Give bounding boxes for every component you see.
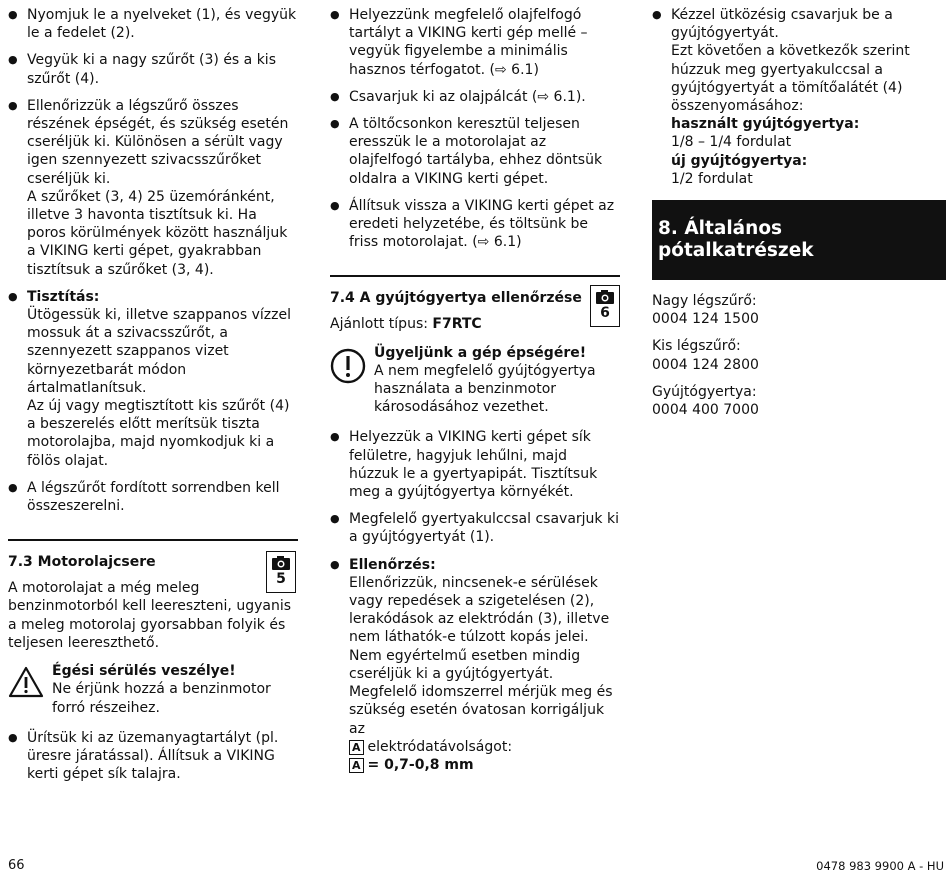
warning-text: Ne érjünk hozzá a benzinmotor forró részeihez. <box>52 681 271 716</box>
bullet-item: ● Állítsuk vissza a VIKING kerti gépet az eredeti helyzetébe, és töltsünk be friss motorolajat. (⇨ 6.1) <box>330 197 620 252</box>
callout-a-icon: A <box>349 740 364 755</box>
section-7-3 <box>8 553 298 652</box>
bullet-item: ● Helyezzük a VIKING kerti gépet sík felületre, hagyjuk lehűlni, majd húzzuk le a gyertyapipát. Tisztítsuk meg a gyújtógyertya környékét. <box>330 428 620 501</box>
section-divider <box>8 539 298 541</box>
section-title: 7.4 A gyújtógyertya ellenőrzése <box>330 290 582 307</box>
notice-title: Ügyeljünk a gép épségére! <box>374 344 587 361</box>
notice-block <box>330 344 620 417</box>
warning-block <box>8 662 298 717</box>
photo-number: 6 <box>600 305 610 322</box>
part-item: Kis légszűrő: 0004 124 2800 <box>652 338 759 373</box>
new-plug-value: 1/2 fordulat <box>671 170 753 187</box>
bullet-item: ● Ellenőrizzük a légszűrő összes részének épségét, és szükség esetén cseréljük ki. Különösen a sérült vagy igen szennyezett szivacsszűrőket cseréljük ki. A szűrőket (3, 4) 25 üzemóránként, illetve 3 havonta tisztítsuk ki. Ha poros körülmények között használjuk a VIKING kerti gépet, gyakrabban tisztítsuk a szűrőket (3, 4). <box>8 97 298 279</box>
column-3 <box>652 6 944 428</box>
part-item: Nagy légszűrő: 0004 124 1500 <box>652 293 759 328</box>
notice-text: A nem megfelelő gyújtógyertya használata a benzinmotor károsodásához vezethet. <box>374 362 596 416</box>
section-7-4 <box>330 289 620 333</box>
bullet-item: ● Vegyük ki a nagy szűrőt (3) és a kis szűrőt (4). <box>8 51 298 87</box>
section-divider <box>330 275 620 277</box>
bullet-item: ● Megfelelő gyertyakulccsal csavarjuk ki a gyújtógyertyát (1). <box>330 510 620 546</box>
column-2 <box>330 6 620 783</box>
cleaning-bullet: ● Tisztítás: Ütögessük ki, illetve szappanos vízzel mossuk át a szivacsszűrőt, a szennyezett szappanos vizet környezetbarát módon ártalmatlanítsuk. Az új vagy megtisztított kis szűrőt (4) a beszerelés előtt merítsük tiszta motorolajba, majd nyomkodjuk ki a fölös olajat. <box>8 288 298 470</box>
warning-title: Égési sérülés veszélye! <box>52 663 236 680</box>
camera-icon <box>590 285 620 327</box>
bullet-item: ● Csavarjuk ki az olajpálcát (⇨ 6.1). <box>330 88 620 106</box>
bullet-item: ● Helyezzünk megfelelő olajfelfogó tartályt a VIKING kerti gép mellé – vegyük figyelembe a minimális hasznos térfogatot. (⇨ 6.1) <box>330 6 620 79</box>
cleaning-title: ● Tisztítás: <box>27 288 100 305</box>
column-1 <box>8 6 298 792</box>
bullet-item: ● Kézzel ütközésig csavarjuk be a gyújtógyertyát. Ezt követően a következők szerint húzzuk meg gyertyakulccsal a gyújtógyertyát a tömítőalátét (4) összenyomásához: használt gyújtógyertya: 1/8 – 1/4 fordulat új gyújtógyertya: 1/2 fordulat <box>652 6 944 188</box>
check-bullet: ● Ellenőrzés: Ellenőrizzük, nincsenek-e sérülések vagy repedések a szigetelésen (2), lerakódások az elektródán (3), illetve nem láthatók-e túlzott kopás jelei. Nem egyértelmű esetben mindig cseréljük ki a gyújtógyertyát. Megfelelő idomszerrel mérjük meg és szükség esetén óvatosan korrigáljuk az A elektródatávolságot: A = 0,7-0,8 mm <box>330 556 620 774</box>
photo-number: 5 <box>276 571 286 588</box>
recommended-type: Ajánlott típus: F7RTC <box>330 316 482 333</box>
used-plug-label: használt gyújtógyertya: <box>671 116 860 133</box>
exclamation-circle-icon <box>330 348 366 389</box>
bullet-item: ● Ürítsük ki az üzemanyagtartályt (pl. üresre járatással). Állítsuk a VIKING kerti gépet sík talajra. <box>8 729 298 784</box>
section-title: 7.3 Motorolajcsere <box>8 554 156 571</box>
used-plug-value: 1/8 – 1/4 fordulat <box>671 134 792 151</box>
gap-line: A elektródatávolságot: <box>349 738 620 756</box>
callout-a-icon: A <box>349 758 364 773</box>
document-code: 0478 983 9900 A - HU <box>816 859 944 873</box>
bullet-item: ● A légszűrőt fordított sorrendben kell összeszerelni. <box>8 479 298 515</box>
warning-triangle-icon <box>8 666 44 703</box>
check-title: ● Ellenőrzés: <box>349 556 436 573</box>
chapter-banner: 8. Általános pótalkatrészek <box>652 200 946 280</box>
bullet-item: ● Nyomjuk le a nyelveket (1), és vegyük le a fedelet (2). <box>8 6 298 42</box>
gap-value-line: A = 0,7-0,8 mm <box>349 756 620 774</box>
camera-icon <box>266 551 296 593</box>
new-plug-label: új gyújtógyertya: <box>671 152 808 169</box>
part-item: Gyújtógyertya: 0004 400 7000 <box>652 383 759 419</box>
page-number: 66 <box>8 858 25 873</box>
bullet-item: ● A töltőcsonkon keresztül teljesen eresszük le a motorolajat az olajfelfogó tartályba, ehhez döntsük oldalra a VIKING kerti gépet. <box>330 115 620 188</box>
section-intro: A motorolajat a még meleg benzinmotorból kell leereszteni, ugyanis a meleg motorolaj gyorsabban folyik és teljesen leereszthető. <box>8 580 292 651</box>
